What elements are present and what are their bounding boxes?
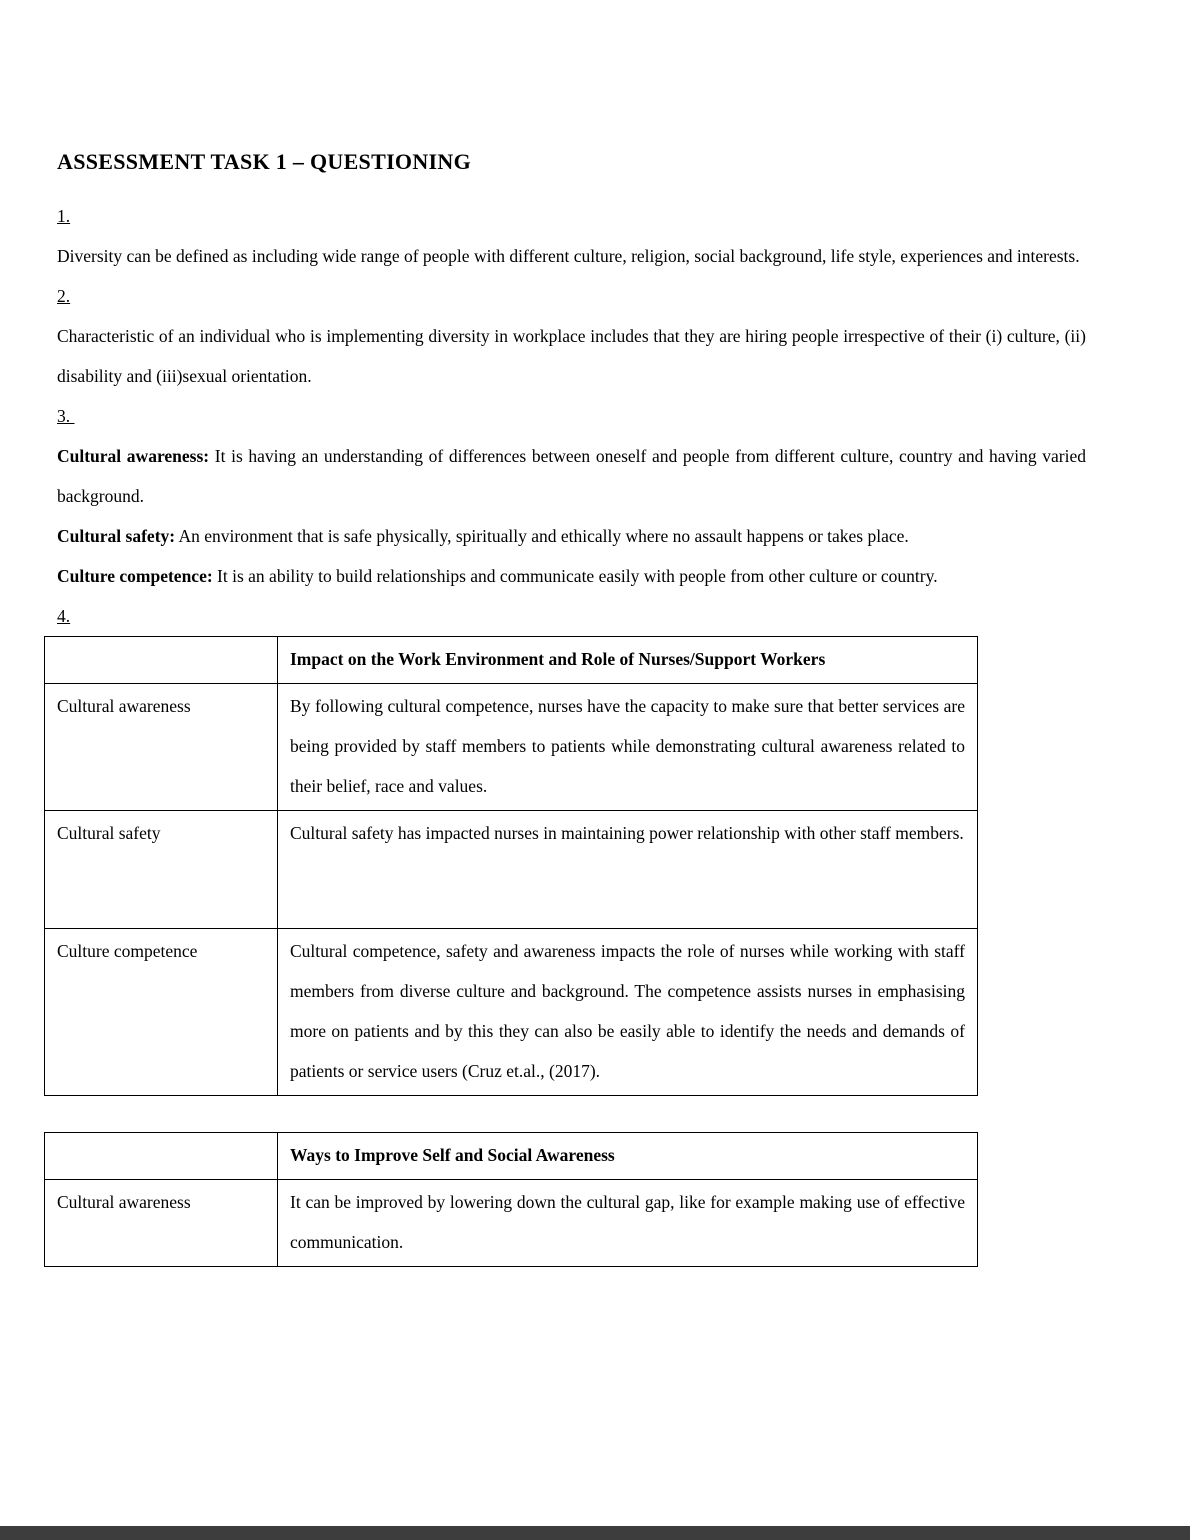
improve-table-header-row — [45, 1133, 978, 1180]
definition-cultural-awareness — [57, 436, 1086, 516]
impact-row-safety-term: Cultural safety — [45, 811, 278, 929]
improve-awareness-table — [44, 1132, 978, 1267]
definition-cultural-awareness-text: It is having an understanding of differences between oneself and people from different culture, country and having varied background. — [57, 446, 1087, 506]
question-number-3 — [57, 396, 1086, 436]
question-number-2 — [57, 276, 1086, 316]
question-number-1-label: 1. — [57, 206, 71, 226]
impact-row-safety-text: Cultural safety has impacted nurses in maintaining power relationship with other staff members. — [278, 811, 978, 929]
improve-table-header-cell: Ways to Improve Self and Social Awareness — [278, 1133, 978, 1180]
impact-row-awareness-term: Cultural awareness — [45, 684, 278, 811]
improve-row-awareness-term: Cultural awareness — [45, 1180, 278, 1267]
definition-cultural-safety-term: Cultural safety: — [57, 526, 176, 546]
page-bottom-edge — [0, 1526, 1190, 1540]
question-number-2-label: 2. — [57, 286, 71, 306]
impact-row-awareness-text: By following cultural competence, nurses have the capacity to make sure that better services are being provided by staff members to patients while demonstrating cultural awareness related to their belief, race and values. — [278, 684, 978, 811]
impact-table-header-empty-cell — [45, 637, 278, 684]
question-number-3-label: 3. — [57, 406, 75, 426]
table-row — [45, 811, 978, 929]
table-row — [45, 929, 978, 1096]
improve-row-awareness-text: It can be improved by lowering down the cultural gap, like for example making use of effective communication. — [278, 1180, 978, 1267]
question-number-4-label: 4. — [57, 606, 71, 626]
definition-cultural-safety-text: An environment that is safe physically, spiritually and ethically where no assault happens or takes place. — [175, 526, 909, 546]
question-number-4 — [57, 596, 1086, 636]
definition-culture-competence-text: It is an ability to build relationships and communicate easily with people from other culture or country. — [212, 566, 938, 586]
improve-table-header-empty-cell — [45, 1133, 278, 1180]
table-row — [45, 684, 978, 811]
definition-culture-competence-term: Culture competence: — [57, 566, 213, 586]
impact-table — [44, 636, 978, 1096]
document-title: ASSESSMENT TASK 1 – QUESTIONING — [57, 149, 471, 174]
impact-row-competence-term: Culture competence — [45, 929, 278, 1096]
impact-row-competence-text: Cultural competence, safety and awareness impacts the role of nurses while working with staff members from diverse culture and background. The competence assists nurses in emphasising more on patients and by this they can also be easily able to identify the needs and demands of patients or service users (Cruz et.al., (2017). — [278, 929, 978, 1096]
answer-1-paragraph: Diversity can be defined as including wide range of people with different culture, religion, social background, life style, experiences and interests. — [57, 246, 1080, 266]
table-row — [45, 1180, 978, 1267]
answer-2-paragraph: Characteristic of an individual who is implementing diversity in workplace includes that they are hiring people irrespective of their (i) culture, (ii) disability and (iii)sexual orientation. — [57, 326, 1086, 386]
impact-table-header-row — [45, 637, 978, 684]
definition-culture-competence — [57, 556, 1086, 596]
definition-cultural-safety — [57, 516, 1086, 556]
impact-table-header-cell: Impact on the Work Environment and Role of Nurses/Support Workers — [278, 637, 978, 684]
question-number-1 — [57, 196, 1086, 236]
definition-cultural-awareness-term: Cultural awareness: — [57, 446, 210, 466]
